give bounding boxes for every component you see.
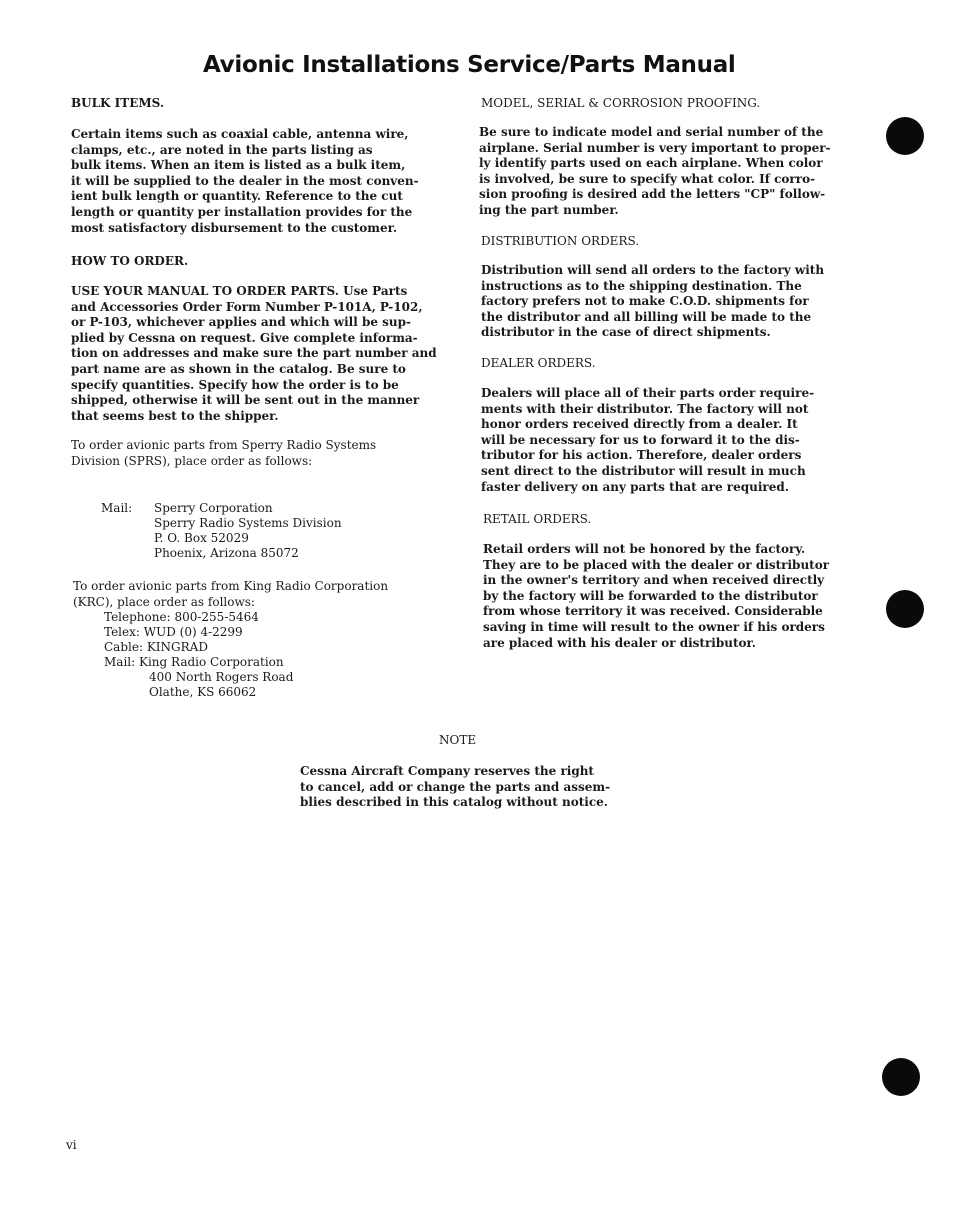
contact-label: Telephone: — [104, 610, 171, 624]
text-line: blies described in this catalog without notice. — [300, 795, 608, 810]
contact-value: 800-255-5464 — [174, 610, 259, 624]
text-line: length or quantity per installation provides for the — [71, 204, 413, 219]
dealer-heading — [481, 355, 596, 371]
contact-value: WUD (0) 4-2299 — [143, 625, 243, 639]
text-line: Retail orders will not be honored by the factory. — [483, 542, 806, 556]
binder-hole-icon — [886, 117, 924, 155]
model-serial-paragraph — [479, 125, 864, 219]
text-line: sion proofing is desired add the letters "CP" follow- — [479, 187, 826, 202]
section-heading: HOW TO ORDER. — [71, 254, 189, 268]
text-line: Cessna Aircraft Company reserves the right — [300, 764, 594, 778]
text-line: from whose territory it was received. Considerable — [483, 604, 823, 619]
page-number: vi — [66, 1138, 77, 1152]
text-line: ments with their distributor. The factory will not — [481, 401, 809, 416]
text-line: ly identify parts used on each airplane. When color — [479, 156, 823, 171]
section-heading: RETAIL ORDERS. — [483, 512, 592, 526]
text-line: (KRC), place order as follows: — [73, 594, 255, 609]
text-line: To order avionic parts from King Radio Corporation — [73, 579, 389, 593]
text-line: by the factory will be forwarded to the distributor — [483, 588, 818, 603]
text-line: They are to be placed with the dealer or distributor — [483, 557, 830, 572]
text-line: tion on addresses and make sure the part number and — [71, 346, 437, 361]
model-serial-heading — [481, 95, 760, 111]
text-line: part name are as shown in the catalog. Be sure to — [71, 361, 406, 376]
text-line: are placed with his dealer or distributor. — [483, 635, 756, 650]
text-line: plied by Cessna on request. Give complete informa- — [71, 330, 418, 345]
text-line: shipped, otherwise it will be sent out in the manner — [71, 393, 420, 408]
contact-label: Telex: — [104, 625, 140, 639]
dealer-paragraph — [481, 386, 866, 495]
text-line: and Accessories Order Form Number P-101A, P-102, — [71, 299, 423, 314]
text-line: instructions as to the shipping destination. The — [481, 278, 802, 293]
text-line: clamps, etc., are noted in the parts listing as — [71, 142, 373, 157]
section-heading: MODEL, SERIAL & CORROSION PROOFING. — [481, 96, 761, 110]
binder-hole-icon — [882, 1058, 920, 1096]
contact-label: Mail: — [104, 655, 136, 669]
bulk-items-heading — [71, 95, 164, 111]
text-line: is involved, be sure to specify what color. If corro- — [479, 171, 816, 186]
address-line: Sperry Radio Systems Division — [154, 516, 342, 530]
contact-label: Cable: — [104, 640, 143, 654]
retail-heading — [483, 511, 591, 527]
contact-row — [104, 610, 293, 625]
text-line: Dealers will place all of their parts order require- — [481, 386, 815, 400]
distribution-heading — [481, 233, 639, 249]
text-line: bulk items. When an item is listed as a bulk item, — [71, 158, 406, 173]
text-line: specify quantities. Specify how the order is to be — [71, 377, 399, 392]
text-line: USE YOUR MANUAL TO ORDER PARTS. Use Parts — [71, 284, 408, 298]
text-line: that seems best to the shipper. — [71, 408, 279, 423]
text-line: ing the part number. — [479, 202, 619, 217]
text-line: Distribution will send all orders to the factory with — [481, 263, 825, 277]
text-line: airplane. Serial number is very important to proper- — [479, 140, 831, 155]
section-heading: DEALER ORDERS. — [481, 356, 596, 370]
how-to-order-paragraph — [71, 284, 456, 424]
sperry-intro — [71, 438, 456, 469]
how-to-order-heading — [71, 253, 188, 269]
binder-hole-icon — [886, 590, 924, 628]
text-line: ient bulk length or quantity. Reference to the cut — [71, 189, 403, 204]
distribution-paragraph — [481, 263, 866, 341]
address-line: P. O. Box 52029 — [154, 531, 249, 545]
text-line: Division (SPRS), place order as follows: — [71, 453, 313, 468]
text-line: or P-103, whichever applies and which will be sup- — [71, 315, 412, 330]
mail-label: Mail: — [101, 501, 133, 515]
king-intro — [73, 579, 458, 610]
text-line: factory prefers not to make C.O.D. shipments for — [481, 294, 809, 309]
note-heading: NOTE — [439, 733, 477, 747]
address-line: Olathe, KS 66062 — [149, 685, 257, 699]
text-line: most satisfactory disbursement to the customer. — [71, 220, 398, 235]
contact-value: King Radio Corporation — [139, 655, 284, 669]
section-heading: BULK ITEMS. — [71, 96, 165, 110]
text-line: Certain items such as coaxial cable, antenna wire, — [71, 127, 409, 141]
text-line: tributor for his action. Therefore, dealer orders — [481, 448, 802, 463]
text-line: it will be supplied to the dealer in the most conven- — [71, 173, 419, 188]
contact-row — [104, 625, 293, 640]
king-contact-block — [104, 610, 293, 700]
note-paragraph — [300, 764, 610, 811]
text-line: to cancel, add or change the parts and assem- — [300, 779, 611, 794]
text-line: in the owner's territory and when received directly — [483, 573, 825, 588]
address-line: Sperry Corporation — [154, 501, 273, 515]
text-line: honor orders received directly from a dealer. It — [481, 417, 798, 432]
text-line: the distributor and all billing will be made to the — [481, 309, 812, 324]
contact-row — [104, 640, 293, 655]
text-line: will be necessary for us to forward it to the dis- — [481, 432, 800, 447]
address-line: 400 North Rogers Road — [149, 670, 294, 684]
text-line: sent direct to the distributor will result in much — [481, 463, 806, 478]
text-line: To order avionic parts from Sperry Radio Systems — [71, 438, 377, 452]
section-heading: DISTRIBUTION ORDERS. — [481, 234, 640, 248]
text-line: Be sure to indicate model and serial number of the — [479, 125, 824, 139]
retail-paragraph — [483, 542, 868, 651]
text-line: saving in time will result to the owner if his orders — [483, 619, 825, 634]
contact-row — [104, 655, 293, 670]
page-title: Avionic Installations Service/Parts Manual — [203, 52, 736, 78]
text-line: faster delivery on any parts that are required. — [481, 479, 789, 494]
contact-value: KINGRAD — [146, 640, 208, 654]
bulk-items-paragraph — [71, 127, 456, 236]
address-line: Phoenix, Arizona 85072 — [154, 546, 299, 560]
text-line: distributor in the case of direct shipments. — [481, 325, 771, 340]
sperry-address-block — [101, 501, 342, 561]
